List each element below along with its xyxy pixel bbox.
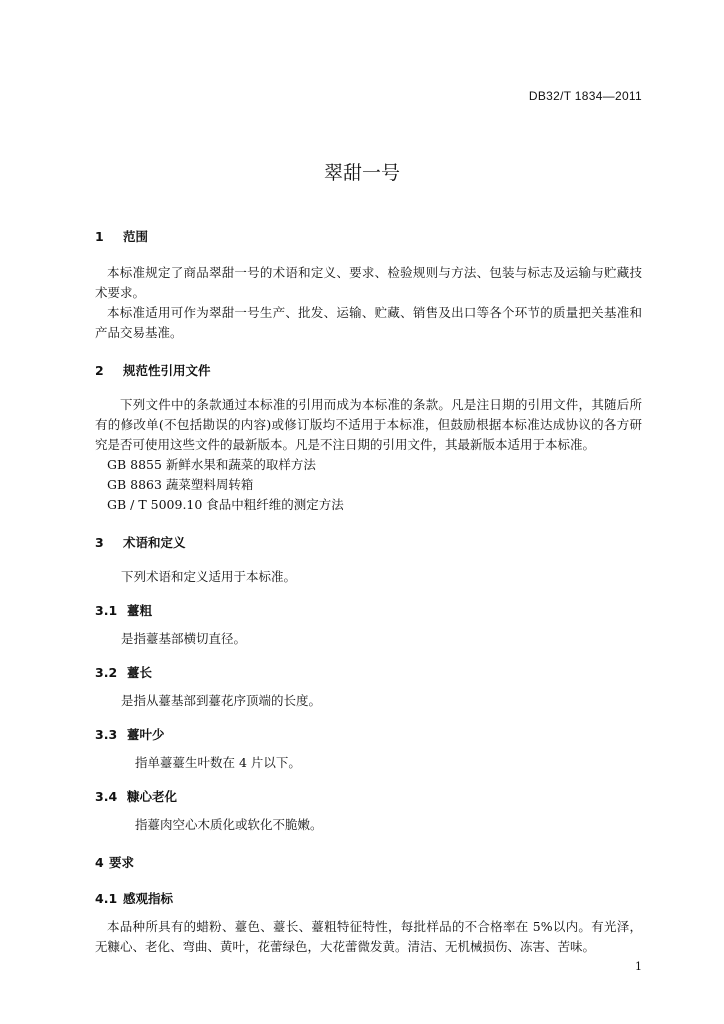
section-1-heading: [95, 227, 642, 245]
page-number: 1: [635, 960, 642, 973]
section-number: 3: [95, 535, 104, 550]
subsection-3-3-heading: [95, 725, 642, 743]
subsection-number: 4.1: [95, 891, 118, 906]
section-title: 要求: [109, 855, 135, 870]
subsection-3-4-heading: [95, 787, 642, 805]
section-2-paragraph-1: 下列文件中的条款通过本标准的引用而成为本标准的条款。凡是注日期的引用文件，其随后所有的修改单(不包括勘误的内容)或修订版均不适用于本标准，但鼓励根据本标准达成协议的各方研究是否可使用这些文件的最新版本。凡是不注日期的引用文件，其最新版本适用于本标准。: [95, 397, 642, 452]
subsection-number: 3.4: [95, 789, 118, 804]
subsection-title: 薹叶少: [127, 727, 165, 742]
section-title: 规范性引用文件: [123, 363, 211, 378]
subsection-3-2-text: 是指从薹基部到薹花序顶端的长度。: [121, 693, 322, 708]
subsection-4-1-heading: [95, 889, 642, 907]
subsection-title: 薹长: [127, 665, 153, 680]
subsection-3-4-text: 指薹肉空心木质化或软化不脆嫩。: [135, 817, 323, 832]
section-title: 术语和定义: [123, 535, 186, 550]
subsection-title: 糠心老化: [127, 789, 178, 804]
document-body: [95, 227, 642, 957]
subsection-number: 3.2: [95, 665, 118, 680]
reference-item: GB / T 5009.10 食品中粗纤维的测定方法: [107, 497, 344, 512]
section-3-paragraph-1: 下列术语和定义适用于本标准。: [121, 569, 297, 584]
subsection-3-1-text: 是指薹基部横切直径。: [121, 631, 247, 646]
subsection-3-3-text: 指单薹薹生叶数在 4 片以下。: [135, 755, 301, 770]
section-2-heading: [95, 361, 642, 379]
section-1-paragraph-1: 本标准规定了商品翠甜一号的术语和定义、要求、检验规则与方法、包装与标志及运输与贮藏技术要求。: [95, 265, 642, 300]
section-number: 2: [95, 363, 104, 378]
subsection-title: 感观指标: [123, 891, 174, 906]
subsection-title: 薹粗: [127, 603, 153, 618]
subsection-number: 3.3: [95, 727, 118, 742]
subsection-number: 3.1: [95, 603, 118, 618]
section-4-heading: [95, 853, 642, 871]
section-title: 范围: [123, 229, 149, 244]
section-3-heading: [95, 533, 642, 551]
subsection-4-1-text: 本品种所具有的蜡粉、薹色、薹长、薹粗特征特性，每批样品的不合格率在 5%以内。有光泽，无糠心、老化、弯曲、黄叶，花蕾绿色，大花蕾微发黄。清洁、无机械损伤、冻害、苦味。: [95, 919, 642, 954]
subsection-3-1-heading: [95, 601, 642, 619]
section-number: 1: [95, 229, 104, 244]
section-number: 4: [95, 855, 104, 870]
standard-code: DB32/T 1834—2011: [528, 89, 642, 103]
subsection-3-2-heading: [95, 663, 642, 681]
document-title: 翠甜一号: [323, 162, 400, 184]
section-1-paragraph-2: 本标准适用可作为翠甜一号生产、批发、运输、贮藏、销售及出口等各个环节的质量把关基准和产品交易基准。: [95, 305, 642, 340]
reference-item: GB 8855 新鲜水果和蔬菜的取样方法: [107, 457, 316, 472]
reference-item: GB 8863 蔬菜塑料周转箱: [107, 477, 254, 492]
